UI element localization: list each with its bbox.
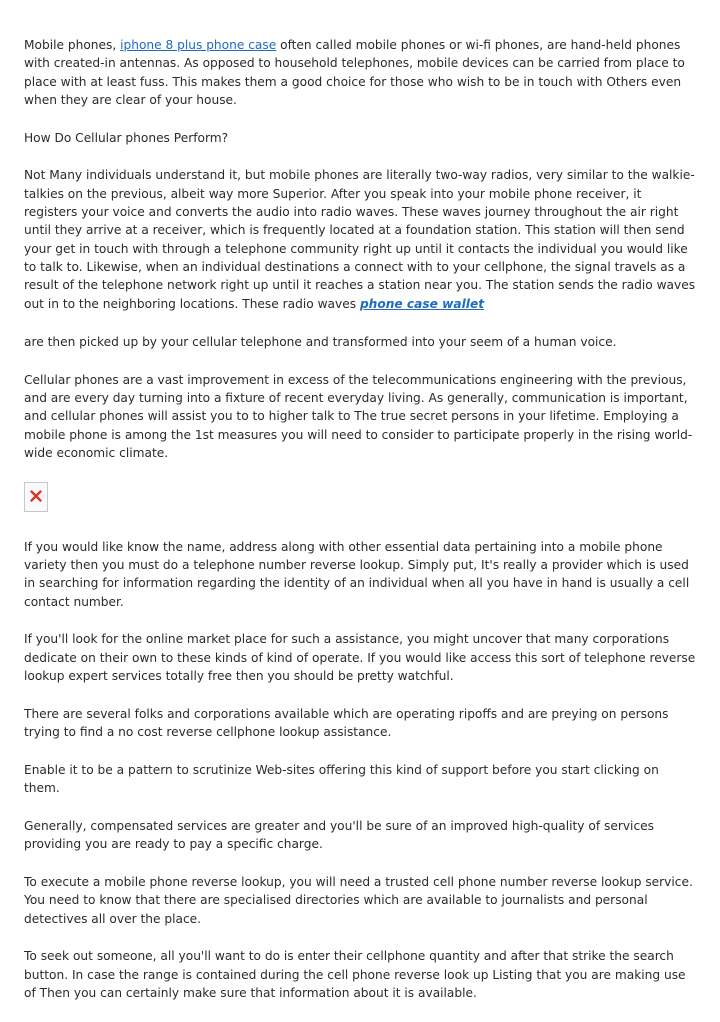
paragraph-intro — [24, 36, 696, 109]
paragraph-improvement: Cellular phones are a vast improvement in excess of the telecommunications engineering with the previous, and are every day turning into a fixture of recent everyday living. As generally, communication is important, and cellular phones will assist you to to higher talk to The true secret persons in your lifetime. Employing a mobile phone is among the 1st measures you will need to consider to participate properly in the rising world-wide economic climate. — [24, 372, 693, 460]
broken-image — [24, 482, 48, 512]
paragraph-reverse-lookup: If you would like know the name, address along with other essential data pertaining into a mobile phone variety then you must do a telephone number reverse lookup. Simply put, It's really a provider which is used in searching for information regarding the identity of an individual when all you have in hand is usually a cell contact number. — [24, 539, 690, 609]
paragraph-paid-services: Generally, compensated services are greater and you'll be sure of an improved high-quality of services providing you are ready to pay a specific charge. — [24, 818, 654, 852]
paragraph-seek-someone: To seek out someone, all you'll want to do is enter their cellphone quantity and after that strike the search button. In case the range is contained during the cell phone reverse look up Listing that you are making use of Then you can certainly make sure that information about it is available. — [24, 949, 686, 1000]
paragraph-voice: are then picked up by your cellular telephone and transformed into your seem of a human voice. — [24, 334, 617, 349]
paragraph-intro-text-start: Mobile phones, — [24, 38, 121, 52]
paragraph-how-it-works-text: Not Many individuals understand it, but mobile phones are literally two-way radios, very similar to the walkie-talkies on the previous, albeit way more Superior. After you speak into your mobile phone receiver, it registers your voice and converts the audio into radio waves. These waves journey throughout the air right until they arrive at a receiver, which is frequently located at a foundation station. This station will then send your get in touch with through a telephone community right up until it contacts the individual you would like to talk to. Likewise, when an individual destinations a connect with to your cellphone, the signal travels as a result of the telephone network right up until it reaches a station near you. The station sends the radio waves out in to the neighboring locations. These radio waves — [24, 168, 696, 311]
section-heading: How Do Cellular phones Perform? — [24, 130, 229, 145]
paragraph-online-market: If you'll look for the online market place for such a assistance, you might uncover that many corporations dedicate on their own to these kinds of kind of operate. If you would like access this sort of telephone reverse lookup expert services totally free then you should be pretty watchful. — [24, 632, 696, 683]
paragraph-how-it-works — [24, 166, 696, 312]
broken-image-icon — [30, 490, 42, 502]
phone-case-wallet-link[interactable]: phone case wallet — [359, 296, 485, 311]
article-body — [24, 36, 696, 1022]
paragraph-intro-text-end: often called mobile phones or wi-fi phones, are hand-held phones with created-in antennas. As opposed to household telephones, mobile devices can be carried from place to place with at least fuss. This makes them a good choice for those who wish to be in touch with Others even when they are clear of your house. — [24, 38, 685, 107]
paragraph-execute-lookup: To execute a mobile phone reverse lookup, you will need a trusted cell phone number reverse lookup service. You need to know that there are specialised directories which are available to journalists and personal detectives all over the place. — [24, 875, 693, 926]
paragraph-ripoffs: There are several folks and corporations available which are operating ripoffs and are preying on persons trying to find a no cost reverse cellphone lookup assistance. — [24, 706, 669, 740]
paragraph-scrutinize: Enable it to be a pattern to scrutinize Web-sites offering this kind of support before you start clicking on them. — [24, 762, 659, 796]
iphone-case-link[interactable]: iphone 8 plus phone case — [120, 38, 277, 52]
